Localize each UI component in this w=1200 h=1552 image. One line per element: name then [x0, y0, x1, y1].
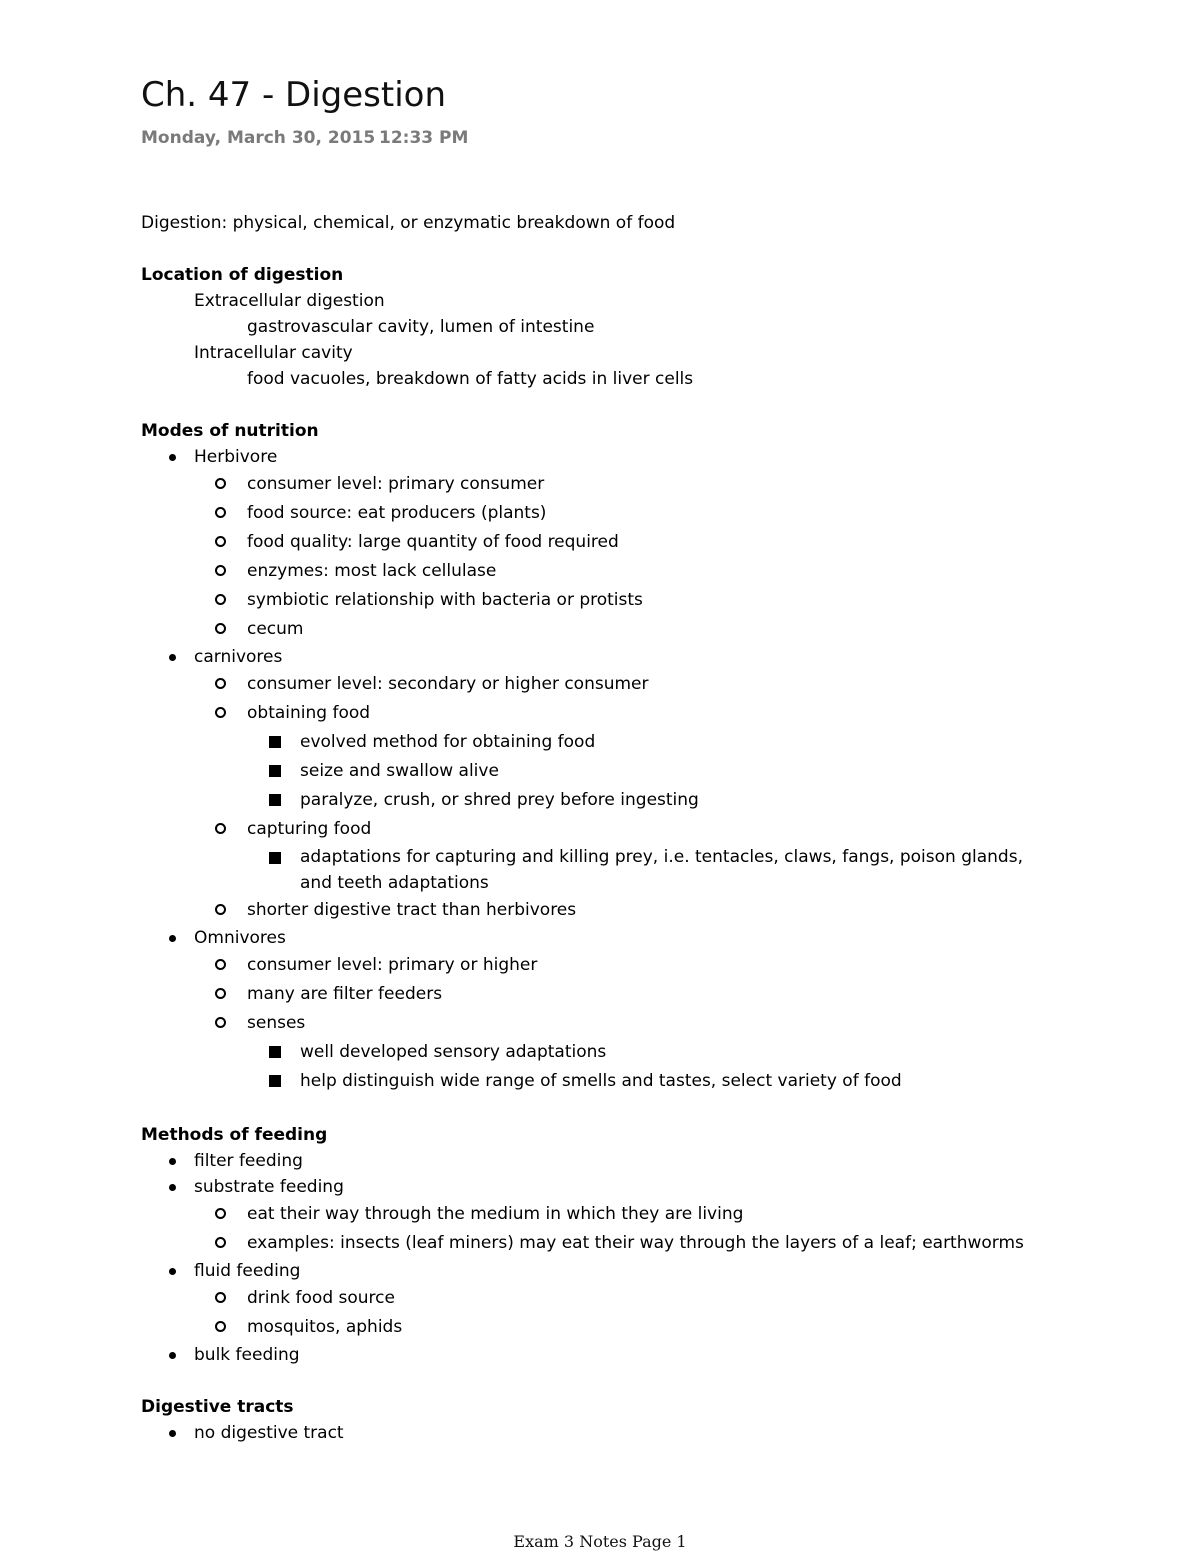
list-item [141, 1009, 1061, 1038]
list-item [141, 470, 1061, 499]
bullet-square-icon [269, 1046, 281, 1058]
bullet-circle-icon [215, 1292, 226, 1303]
list-item-label: examples: insects (leaf miners) may eat their way through the layers of a leaf; earthworms [247, 1233, 1024, 1253]
list-item-label: symbiotic relationship with bacteria or protists [247, 590, 643, 610]
list-item [141, 699, 1061, 728]
bullet-disc-icon [169, 935, 176, 942]
bullet-circle-icon [215, 988, 226, 999]
bullet-circle-icon [215, 536, 226, 547]
location-heading: Location of digestion [141, 265, 344, 285]
list-item-label: obtaining food [247, 703, 371, 723]
list-item [141, 499, 1061, 528]
list-item-label: fluid feeding [194, 1261, 301, 1281]
list-item-label: capturing food [247, 819, 372, 839]
list-item-label: food quality: large quantity of food required [247, 532, 619, 552]
list-item-label: well developed sensory adaptations [300, 1042, 607, 1062]
list-item [141, 557, 1061, 586]
spacer [141, 1368, 1061, 1394]
modes-heading: Modes of nutrition [141, 421, 319, 441]
list-item [141, 757, 1061, 786]
note-date: Monday, March 30, 2015 [141, 128, 376, 148]
list-item [141, 1174, 1061, 1200]
bullet-circle-icon [215, 623, 226, 634]
bullet-disc-icon [169, 1430, 176, 1437]
bullet-square-icon [269, 852, 281, 864]
feeding-heading: Methods of feeding [141, 1125, 328, 1145]
bullet-circle-icon [215, 1017, 226, 1028]
list-item [141, 1420, 1061, 1446]
list-item-label: food source: eat producers (plants) [247, 503, 547, 523]
outline-item: Intracellular cavity [194, 343, 353, 363]
page-title: Ch. 47 - Digestion [141, 75, 447, 115]
note-time: 12:33 PM [379, 128, 469, 148]
note-timestamp [141, 126, 469, 150]
tracts-heading: Digestive tracts [141, 1397, 294, 1417]
outline-item: Extracellular digestion [194, 291, 385, 311]
list-item-label: consumer level: primary consumer [247, 474, 545, 494]
list-item [141, 980, 1061, 1009]
list-item [141, 1148, 1061, 1174]
list-item [141, 844, 1040, 896]
list-item [141, 896, 1061, 925]
bullet-disc-icon [169, 1184, 176, 1191]
bullet-disc-icon [169, 1158, 176, 1165]
bullet-square-icon [269, 765, 281, 777]
list-item [141, 1038, 1061, 1067]
list-item-label: bulk feeding [194, 1345, 300, 1365]
list-item-label: drink food source [247, 1288, 395, 1308]
spacer [141, 392, 1061, 418]
bullet-circle-icon [215, 1208, 226, 1219]
list-item [141, 1067, 1061, 1096]
list-item [141, 1342, 1061, 1368]
list-item-label: cecum [247, 619, 304, 639]
list-item-label: Herbivore [194, 447, 278, 467]
bullet-disc-icon [169, 454, 176, 461]
list-item-label: carnivores [194, 647, 283, 667]
list-item [141, 1229, 1061, 1258]
bullet-circle-icon [215, 904, 226, 915]
list-item [141, 670, 1061, 699]
list-item-label: consumer level: secondary or higher consumer [247, 674, 649, 694]
list-item-label: senses [247, 1013, 306, 1033]
bullet-square-icon [269, 736, 281, 748]
bullet-circle-icon [215, 959, 226, 970]
note-body [141, 210, 1061, 1446]
list-item [141, 1284, 1061, 1313]
list-item-label: substrate feeding [194, 1177, 344, 1197]
list-item [141, 815, 1061, 844]
bullet-circle-icon [215, 823, 226, 834]
list-item-label: consumer level: primary or higher [247, 955, 538, 975]
list-item-label: evolved method for obtaining food [300, 732, 596, 752]
list-item-label: many are filter feeders [247, 984, 443, 1004]
list-item [141, 728, 1061, 757]
bullet-circle-icon [215, 478, 226, 489]
list-item-label: Omnivores [194, 928, 286, 948]
list-item [141, 444, 1061, 470]
list-item-label: help distinguish wide range of smells and tastes, select variety of food [300, 1071, 902, 1091]
list-item [141, 528, 1061, 557]
bullet-square-icon [269, 1075, 281, 1087]
bullet-circle-icon [215, 1237, 226, 1248]
list-item [141, 586, 1061, 615]
list-item-label: adaptations for capturing and killing prey, i.e. tentacles, claws, fangs, poison glands, and teeth adaptations [300, 847, 1023, 893]
list-item-label: shorter digestive tract than herbivores [247, 900, 577, 920]
list-item [141, 951, 1061, 980]
list-item [141, 1313, 1061, 1342]
bullet-circle-icon [215, 707, 226, 718]
bullet-disc-icon [169, 654, 176, 661]
list-item-label: filter feeding [194, 1151, 303, 1171]
bullet-circle-icon [215, 507, 226, 518]
bullet-square-icon [269, 794, 281, 806]
list-item [141, 615, 1061, 644]
bullet-circle-icon [215, 1321, 226, 1332]
outline-item: gastrovascular cavity, lumen of intestine [247, 317, 595, 337]
list-item-label: eat their way through the medium in which they are living [247, 1204, 744, 1224]
spacer [141, 236, 1061, 262]
bullet-circle-icon [215, 678, 226, 689]
list-item-label: seize and swallow alive [300, 761, 499, 781]
bullet-disc-icon [169, 1268, 176, 1275]
list-item [141, 925, 1061, 951]
list-item-label: enzymes: most lack cellulase [247, 561, 497, 581]
bullet-circle-icon [215, 594, 226, 605]
list-item [141, 644, 1061, 670]
list-item-label: mosquitos, aphids [247, 1317, 403, 1337]
bullet-disc-icon [169, 1352, 176, 1359]
outline-item: food vacuoles, breakdown of fatty acids in liver cells [247, 369, 694, 389]
page-footer: Exam 3 Notes Page 1 [513, 1532, 687, 1551]
list-item [141, 1258, 1061, 1284]
spacer [141, 1096, 1061, 1122]
bullet-circle-icon [215, 565, 226, 576]
list-item-label: paralyze, crush, or shred prey before ingesting [300, 790, 699, 810]
list-item [141, 786, 1061, 815]
list-item [141, 1200, 1061, 1229]
list-item-label: no digestive tract [194, 1423, 344, 1443]
intro-line: Digestion: physical, chemical, or enzymatic breakdown of food [141, 213, 676, 233]
